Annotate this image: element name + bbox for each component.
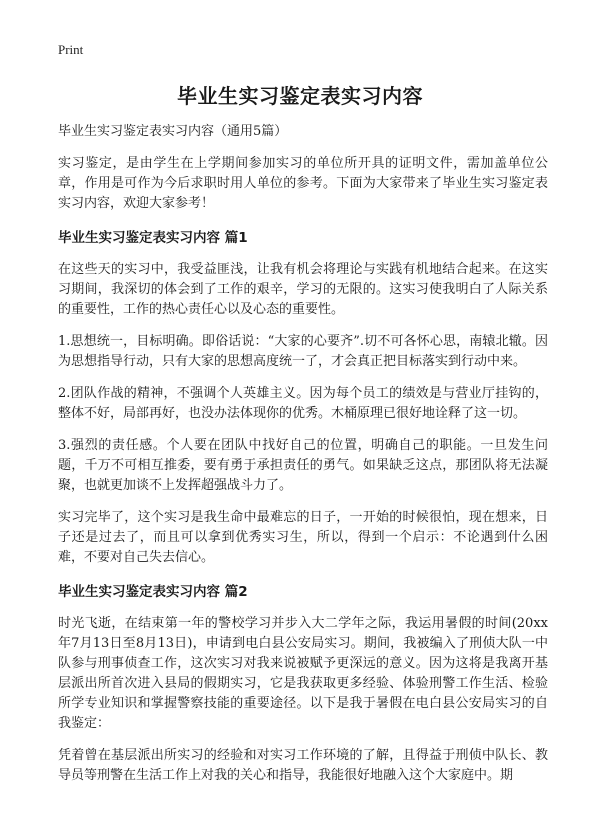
document-subtitle: 毕业生实习鉴定表实习内容（通用5篇）: [58, 124, 288, 139]
section-heading-2: 毕业生实习鉴定表实习内容 篇2: [58, 584, 248, 600]
section-1-paragraph: 3.强烈的责任感。个人要在团队中找好自己的位置，明确自己的职能。一旦发生问题，千万不可相互推委，要有勇于承担责任的勇气。如果缺乏这点，那团队将无法凝聚，也就更加谈不上发挥超强战斗力了。: [58, 438, 548, 493]
section-2-paragraph: 凭着曾在基层派出所实习的经验和对实习工作环境的了解，且得益于刑侦中队长、教导员等刑警在生活工作上对我的关心和指导，我能很好地融入这个大家庭中。期: [58, 748, 548, 783]
section-1-paragraph: 实习完毕了，这个实习是我生命中最难忘的日子，一开始的时候很怕，现在想来，日子还是过去了，而且可以拿到优秀实习生，所以，得到一个启示：不论遇到什么困难，不要对自己失去信心。: [58, 510, 548, 565]
print-link[interactable]: Print: [58, 42, 84, 57]
section-1-paragraph: 1.思想统一，目标明确。即俗话说：“大家的心要齐”.切不可各怀心思，南辕北辙。因为思想指导行动，只有大家的思想高度统一了，才会真正把目标落实到行动中来。: [58, 334, 548, 369]
page-title: 毕业生实习鉴定表实习内容: [177, 84, 423, 108]
section-2-paragraph: 时光飞逝，在结束第一年的警校学习并步入大二学年之际，我运用暑假的时间(20xx年7月13日至8月13日)，申请到电白县公安局实习。期间，我被编入了刑侦大队一中队参与刑事侦查工作，这次实习对我来说被赋予更深远的意义。因为这将是我离开基层派出所首次进入县局的假期实习，它是我获取更多经验、体验刑警工作生活、检验所学专业知识和掌握警察技能的重要途径。以下是我于暑假在电白县公安局实习的自我鉴定：: [58, 616, 548, 731]
section-1-paragraph: 在这些天的实习中，我受益匪浅，让我有机会将理论与实践有机地结合起来。在这实习期间，我深切的体会到了工作的艰辛，学习的无限的。这实习使我明白了人际关系的重要性，工作的热心责任心以及心态的重要性。: [58, 262, 548, 317]
intro-paragraph: 实习鉴定，是由学生在上学期间参加实习的单位所开具的证明文件，需加盖单位公章，作用是可作为今后求职时用人单位的参考。下面为大家带来了毕业生实习鉴定表实习内容，欢迎大家参考！: [58, 156, 548, 211]
section-heading-1: 毕业生实习鉴定表实习内容 篇1: [58, 230, 248, 246]
section-1-paragraph: 2.团队作战的精神，不强调个人英雄主义。因为每个员工的绩效是与营业厅挂钩的，整体不好，局部再好，也没办法体现你的优秀。木桶原理已很好地诠释了这一切。: [58, 386, 548, 421]
document-body: [58, 122, 548, 798]
